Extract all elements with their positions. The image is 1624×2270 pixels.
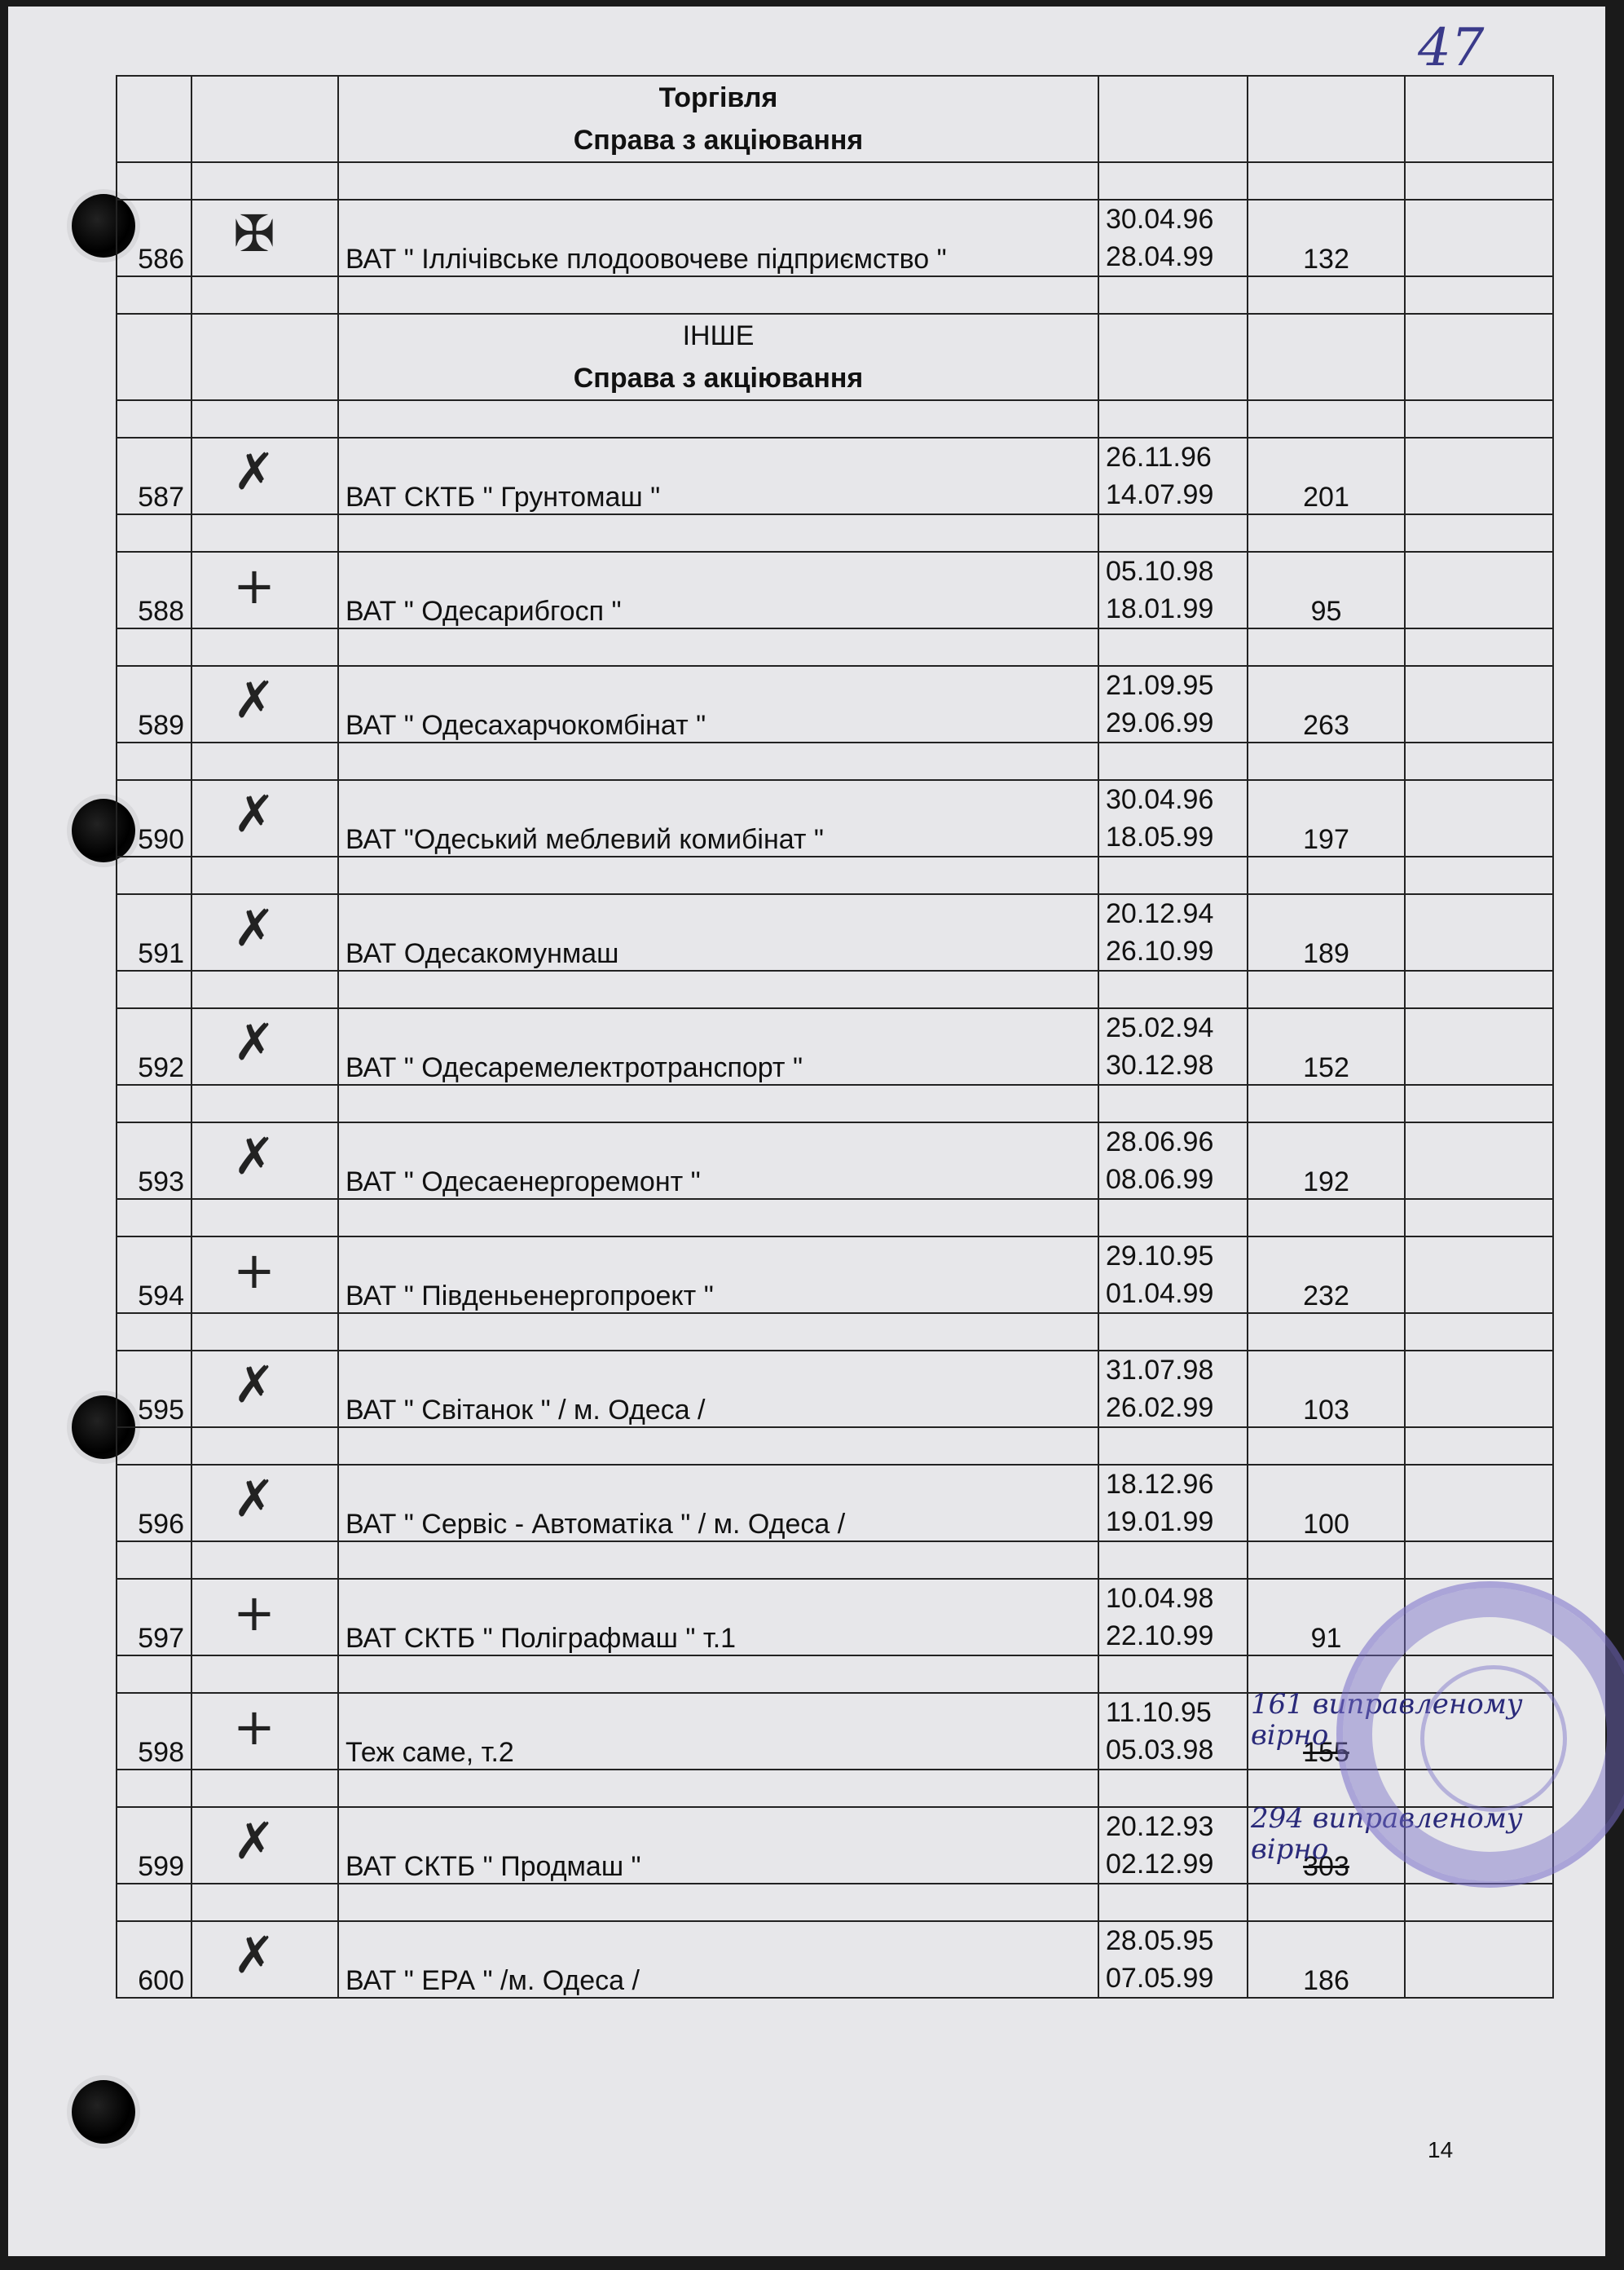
- spacer-row: [117, 1085, 1553, 1122]
- row-number: 587: [117, 438, 191, 514]
- page-count-value: 152: [1303, 1052, 1349, 1083]
- row-number: 594: [117, 1236, 191, 1313]
- table-row: [117, 1008, 1553, 1085]
- date-start: 18.12.96: [1106, 1469, 1214, 1500]
- handwritten-check-icon: ✗: [233, 1925, 275, 1985]
- date-end: 30.12.98: [1106, 1050, 1214, 1081]
- date-start: 05.10.98: [1106, 556, 1214, 587]
- page-count: [1248, 552, 1405, 628]
- date-start: 10.04.98: [1106, 1583, 1214, 1614]
- page-count-value: 201: [1303, 482, 1349, 513]
- row-number: 596: [117, 1465, 191, 1541]
- row-number: 598: [117, 1693, 191, 1770]
- spacer-row: [117, 1884, 1553, 1921]
- date-start: 29.10.95: [1106, 1241, 1214, 1272]
- date-range: [1098, 1921, 1248, 1998]
- date-range: [1098, 438, 1248, 514]
- entity-name: ВАТ "Одеський меблевий комибінат ": [338, 780, 1098, 857]
- check-mark-cell: [191, 780, 338, 857]
- date-start: 11.10.95: [1106, 1697, 1212, 1728]
- date-start: 25.02.94: [1106, 1012, 1214, 1043]
- page-count: [1248, 1236, 1405, 1313]
- row-number: 586: [117, 200, 191, 276]
- date-range: [1098, 894, 1248, 971]
- table-row: [117, 1579, 1553, 1655]
- row-number: 589: [117, 666, 191, 743]
- page-count-value: 192: [1303, 1166, 1349, 1197]
- date-range: [1098, 1122, 1248, 1199]
- check-mark-cell: [191, 552, 338, 628]
- entity-name: ВАТ СКТБ " Грунтомаш ": [338, 438, 1098, 514]
- date-start: 20.12.94: [1106, 898, 1214, 929]
- date-start: 26.11.96: [1106, 442, 1212, 473]
- row-number: 597: [117, 1579, 191, 1655]
- date-start: 30.04.96: [1106, 784, 1214, 815]
- page-count-value: 263: [1303, 710, 1349, 741]
- handwritten-check-icon: ✗: [233, 784, 275, 844]
- entity-name: Теж саме, т.2: [338, 1693, 1098, 1770]
- spacer-row: [117, 276, 1553, 314]
- date-range: [1098, 552, 1248, 628]
- page-count: [1248, 1921, 1405, 1998]
- date-start: 20.12.93: [1106, 1811, 1214, 1842]
- correction-cell: [1405, 1122, 1553, 1199]
- handwritten-check-icon: ✗: [233, 1126, 275, 1186]
- spacer-row: [117, 971, 1553, 1008]
- page-count: [1248, 894, 1405, 971]
- table-row: [117, 1465, 1553, 1541]
- page-count-value: 155: [1303, 1737, 1349, 1768]
- date-end: 08.06.99: [1106, 1164, 1214, 1195]
- handwritten-check-icon: ✗: [233, 1355, 275, 1414]
- page-count-value: 103: [1303, 1395, 1349, 1426]
- page-count-value: 91: [1310, 1623, 1342, 1654]
- table-row: [117, 200, 1553, 276]
- date-end: 01.04.99: [1106, 1278, 1214, 1309]
- page-count: [1248, 780, 1405, 857]
- correction-cell: [1405, 552, 1553, 628]
- date-end: 05.03.98: [1106, 1734, 1214, 1765]
- correction-cell: [1405, 1465, 1553, 1541]
- correction-cell: [1405, 1008, 1553, 1085]
- date-start: 28.05.95: [1106, 1925, 1214, 1956]
- date-range: [1098, 666, 1248, 743]
- table-row: [117, 666, 1553, 743]
- section-title-block: [338, 314, 1098, 400]
- check-mark-cell: [191, 1921, 338, 1998]
- correction-cell: [1405, 438, 1553, 514]
- handwritten-check-icon: +: [233, 1697, 275, 1756]
- check-mark-cell: [191, 666, 338, 743]
- page-count: [1248, 1351, 1405, 1427]
- date-range: [1098, 1579, 1248, 1655]
- table-row: [117, 780, 1553, 857]
- check-mark-cell: [191, 1236, 338, 1313]
- section-subtitle: Справа з акціювання: [573, 125, 864, 156]
- page-count: [1248, 1465, 1405, 1541]
- section-title-block: [338, 76, 1098, 162]
- seal-inner-ring: [1420, 1665, 1567, 1812]
- date-range: [1098, 1807, 1248, 1884]
- check-mark-cell: [191, 1465, 338, 1541]
- entity-name: ВАТ СКТБ " Поліграфмаш " т.1: [338, 1579, 1098, 1655]
- date-start: 21.09.95: [1106, 670, 1214, 701]
- page-count-value: 232: [1303, 1280, 1349, 1311]
- check-mark-cell: [191, 1807, 338, 1884]
- date-start: 28.06.96: [1106, 1126, 1214, 1157]
- check-mark-cell: [191, 438, 338, 514]
- spacer-row: [117, 1199, 1553, 1236]
- date-range: [1098, 1351, 1248, 1427]
- spacer-row: [117, 400, 1553, 438]
- date-end: 07.05.99: [1106, 1963, 1214, 1994]
- row-number: 600: [117, 1921, 191, 1998]
- row-number: 591: [117, 894, 191, 971]
- page-count: 132: [1248, 200, 1405, 276]
- entity-name: ВАТ " Одесарибгосп ": [338, 552, 1098, 628]
- page-count-value: 95: [1310, 596, 1342, 627]
- entity-name: ВАТ " Іллічівське плодоовочеве підприємство ": [338, 200, 1098, 276]
- page-number: 14: [1428, 2137, 1454, 2162]
- handwritten-check-icon: ✗: [233, 1012, 275, 1072]
- spacer-row: [117, 628, 1553, 666]
- check-mark-cell: [191, 1579, 338, 1655]
- correction-cell: [1405, 780, 1553, 857]
- check-mark-cell: [191, 1122, 338, 1199]
- table-row: [117, 552, 1553, 628]
- date-range: [1098, 780, 1248, 857]
- handwritten-correction: 294 виправленому вірно: [1251, 1802, 1523, 1866]
- date-start: 31.07.98: [1106, 1355, 1214, 1386]
- entity-name: ВАТ " Південьенергопроект ": [338, 1236, 1098, 1313]
- section-title: Торгівля: [658, 82, 778, 113]
- date-end: 26.02.99: [1106, 1392, 1214, 1423]
- handwritten-check-icon: ✗: [233, 442, 275, 501]
- correction-cell: [1405, 666, 1553, 743]
- date-end: 19.01.99: [1106, 1506, 1214, 1537]
- correction-cell: [1405, 1351, 1553, 1427]
- row-number: 599: [117, 1807, 191, 1884]
- section-header: [117, 76, 1553, 162]
- page-count-value: 189: [1303, 938, 1349, 969]
- table-row: [117, 1921, 1553, 1998]
- spacer-row: [117, 743, 1553, 780]
- page-count-value: 186: [1303, 1965, 1349, 1996]
- spacer-row: [117, 514, 1553, 552]
- page-count: [1248, 438, 1405, 514]
- spacer-row: [117, 1313, 1553, 1351]
- table-row: [117, 894, 1553, 971]
- handwritten-check-icon: ✗: [233, 898, 275, 958]
- date-range: [1098, 1236, 1248, 1313]
- table-row: [117, 1807, 1553, 1884]
- date-end: 18.05.99: [1106, 822, 1214, 853]
- spacer-row: [117, 1541, 1553, 1579]
- page-count: [1248, 1008, 1405, 1085]
- row-number: 588: [117, 552, 191, 628]
- date-start: 30.04.96: [1106, 204, 1214, 235]
- date-range: [1098, 200, 1248, 276]
- handwritten-check-icon: ✗: [233, 1469, 275, 1528]
- handwritten-sheet-number: 47: [1418, 18, 1485, 78]
- entity-name: ВАТ " Одесаенергоремонт ": [338, 1122, 1098, 1199]
- table-row: [117, 1351, 1553, 1427]
- date-end: 26.10.99: [1106, 936, 1214, 967]
- page-count: [1248, 1122, 1405, 1199]
- spacer-row: [117, 857, 1553, 894]
- table-row: [117, 1122, 1553, 1199]
- handwritten-correction: 161 виправленому вірно: [1251, 1688, 1523, 1752]
- section-subtitle: Справа з акціювання: [573, 363, 864, 394]
- check-mark-cell: [191, 1693, 338, 1770]
- entity-name: ВАТ " Одесаремелектротранспорт ": [338, 1008, 1098, 1085]
- row-number: 593: [117, 1122, 191, 1199]
- handwritten-check-icon: +: [233, 556, 275, 615]
- date-end: 22.10.99: [1106, 1620, 1214, 1651]
- handwritten-check-icon: +: [233, 1241, 275, 1300]
- entity-name: ВАТ СКТБ " Продмаш ": [338, 1807, 1098, 1884]
- section-title: ІНШЕ: [682, 320, 755, 351]
- check-mark-cell: [191, 894, 338, 971]
- page-count-value: 303: [1303, 1851, 1349, 1882]
- entity-name: ВАТ " ЕРА " /м. Одеса /: [338, 1921, 1098, 1998]
- check-mark-cell: [191, 1351, 338, 1427]
- section-header: [117, 314, 1553, 400]
- table-row: [117, 438, 1553, 514]
- handwritten-check-icon: ✠: [233, 204, 275, 263]
- spacer-row: [117, 162, 1553, 200]
- correction-cell: [1405, 1236, 1553, 1313]
- page-count-value: 100: [1303, 1509, 1349, 1540]
- check-mark-cell: [191, 1008, 338, 1085]
- handwritten-check-icon: +: [233, 1583, 275, 1642]
- date-range: [1098, 1008, 1248, 1085]
- row-number: 590: [117, 780, 191, 857]
- date-end: 02.12.99: [1106, 1849, 1214, 1880]
- date-range: [1098, 1693, 1248, 1770]
- correction-cell: [1405, 894, 1553, 971]
- entity-name: ВАТ " Сервіс - Автоматіка " / м. Одеса /: [338, 1465, 1098, 1541]
- handwritten-check-icon: ✗: [233, 1811, 275, 1871]
- entity-name: ВАТ " Одесахарчокомбінат ": [338, 666, 1098, 743]
- entity-name: ВАТ " Світанок " / м. Одеса /: [338, 1351, 1098, 1427]
- page-count-value: 197: [1303, 824, 1349, 855]
- check-mark-cell: [191, 200, 338, 276]
- date-end: 29.06.99: [1106, 707, 1214, 738]
- date-end: 28.04.99: [1106, 241, 1214, 272]
- date-end: 14.07.99: [1106, 479, 1214, 510]
- correction-cell: [1405, 1921, 1553, 1998]
- row-number: 595: [117, 1351, 191, 1427]
- date-range: [1098, 1465, 1248, 1541]
- row-number: 592: [117, 1008, 191, 1085]
- handwritten-check-icon: ✗: [233, 670, 275, 729]
- punch-hole: [72, 2080, 135, 2144]
- entity-name: ВАТ Одесакомунмаш: [338, 894, 1098, 971]
- page-count: [1248, 666, 1405, 743]
- round-seal-stamp: [1336, 1581, 1624, 1888]
- spacer-row: [117, 1427, 1553, 1465]
- table-row: [117, 1236, 1553, 1313]
- date-end: 18.01.99: [1106, 593, 1214, 624]
